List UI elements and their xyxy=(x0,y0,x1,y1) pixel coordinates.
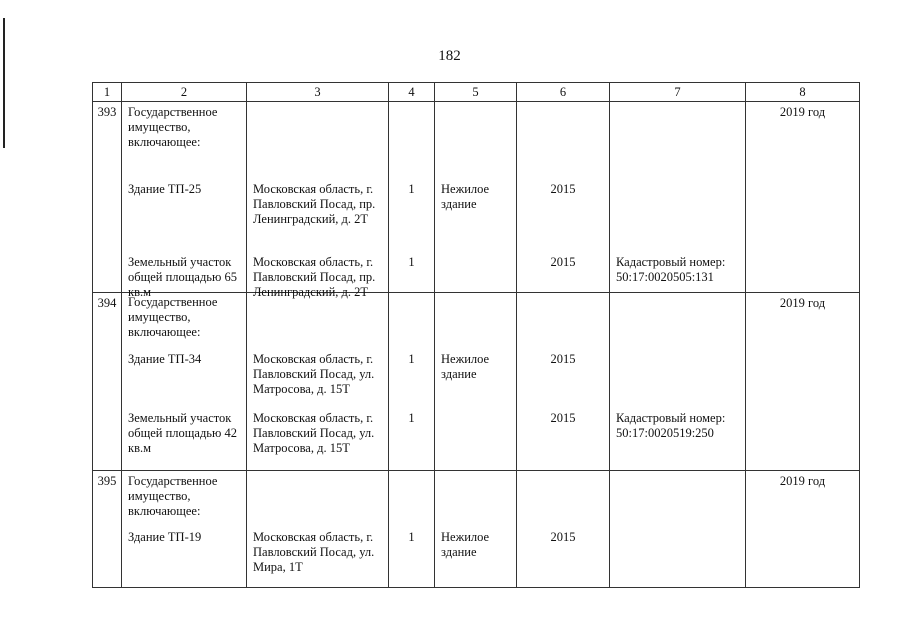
year-cell xyxy=(517,293,610,471)
type-cell xyxy=(435,102,517,293)
entry-number: 395 xyxy=(93,471,122,588)
item-year: 2015 xyxy=(550,182,576,196)
cadastral-cell xyxy=(610,293,746,471)
column-header: 6 xyxy=(517,83,610,102)
column-header: 3 xyxy=(247,83,389,102)
column-number-row xyxy=(93,83,860,102)
item-address: Московская область, г. Павловский Посад, ул. Мира, 1Т xyxy=(253,530,375,574)
quantity-cell xyxy=(389,102,435,293)
entry-description-cell xyxy=(122,471,247,588)
item-type: Нежилое здание xyxy=(441,530,490,559)
item-quantity: 1 xyxy=(408,182,415,196)
item-quantity: 1 xyxy=(408,530,415,544)
entry-title: Государственное имущество, включающее: xyxy=(128,474,218,518)
column-header: 7 xyxy=(610,83,746,102)
entry-description-cell xyxy=(122,102,247,299)
type-cell xyxy=(435,293,517,471)
cadastral-number: Кадастровый номер: 50:17:0020505:131 xyxy=(616,255,726,284)
type-cell xyxy=(435,471,517,588)
item-address: Московская область, г. Павловский Посад, пр. Ленинградский, д. 2Т xyxy=(253,255,376,299)
item-year: 2015 xyxy=(550,530,576,544)
year-cell xyxy=(517,102,610,293)
column-header: 2 xyxy=(122,83,247,102)
address-cell xyxy=(247,293,389,471)
item-name: Здание ТП-25 xyxy=(128,182,202,196)
page-number: 182 xyxy=(438,48,461,64)
entry-year: 2019 год xyxy=(746,293,860,471)
entry-year: 2019 год xyxy=(746,102,860,293)
item-name: Здание ТП-19 xyxy=(128,530,202,544)
item-year: 2015 xyxy=(550,411,576,425)
column-header: 5 xyxy=(435,83,517,102)
margin-line xyxy=(3,18,5,148)
entry-year: 2019 год xyxy=(746,471,860,588)
entry-title: Государственное имущество, включающее: xyxy=(128,105,218,149)
table-row xyxy=(93,471,860,588)
quantity-cell xyxy=(389,471,435,588)
entry-number: 394 xyxy=(93,293,122,471)
item-name: Здание ТП-34 xyxy=(128,352,202,366)
item-quantity: 1 xyxy=(408,352,415,366)
address-cell xyxy=(247,102,389,299)
item-address: Московская область, г. Павловский Посад, ул. Матросова, д. 15Т xyxy=(253,411,375,455)
item-year: 2015 xyxy=(550,352,576,366)
property-registry-table xyxy=(92,82,860,588)
column-header: 1 xyxy=(93,83,122,102)
item-address: Московская область, г. Павловский Посад, пр. Ленинградский, д. 2Т xyxy=(253,182,376,226)
column-header: 4 xyxy=(389,83,435,102)
cadastral-cell xyxy=(610,471,746,588)
item-name: Земельный участок общей площадью 42 кв.м xyxy=(128,411,237,455)
item-name: Земельный участок общей площадью 65 кв.м xyxy=(128,255,237,299)
table-row xyxy=(93,102,860,293)
cadastral-number: Кадастровый номер: 50:17:0020519:250 xyxy=(616,411,726,440)
item-type: Нежилое здание xyxy=(441,182,490,211)
address-cell xyxy=(247,471,389,588)
entry-description-cell xyxy=(122,293,247,471)
quantity-cell xyxy=(389,293,435,471)
table-row xyxy=(93,293,860,471)
year-cell xyxy=(517,471,610,588)
item-quantity: 1 xyxy=(408,411,415,425)
column-header: 8 xyxy=(746,83,860,102)
item-type: Нежилое здание xyxy=(441,352,490,381)
entry-number: 393 xyxy=(93,102,122,293)
cadastral-cell xyxy=(610,102,746,293)
item-quantity: 1 xyxy=(408,255,415,269)
item-address: Московская область, г. Павловский Посад, ул. Матросова, д. 15Т xyxy=(253,352,375,396)
entry-title: Государственное имущество, включающее: xyxy=(128,295,218,339)
item-year: 2015 xyxy=(550,255,576,269)
